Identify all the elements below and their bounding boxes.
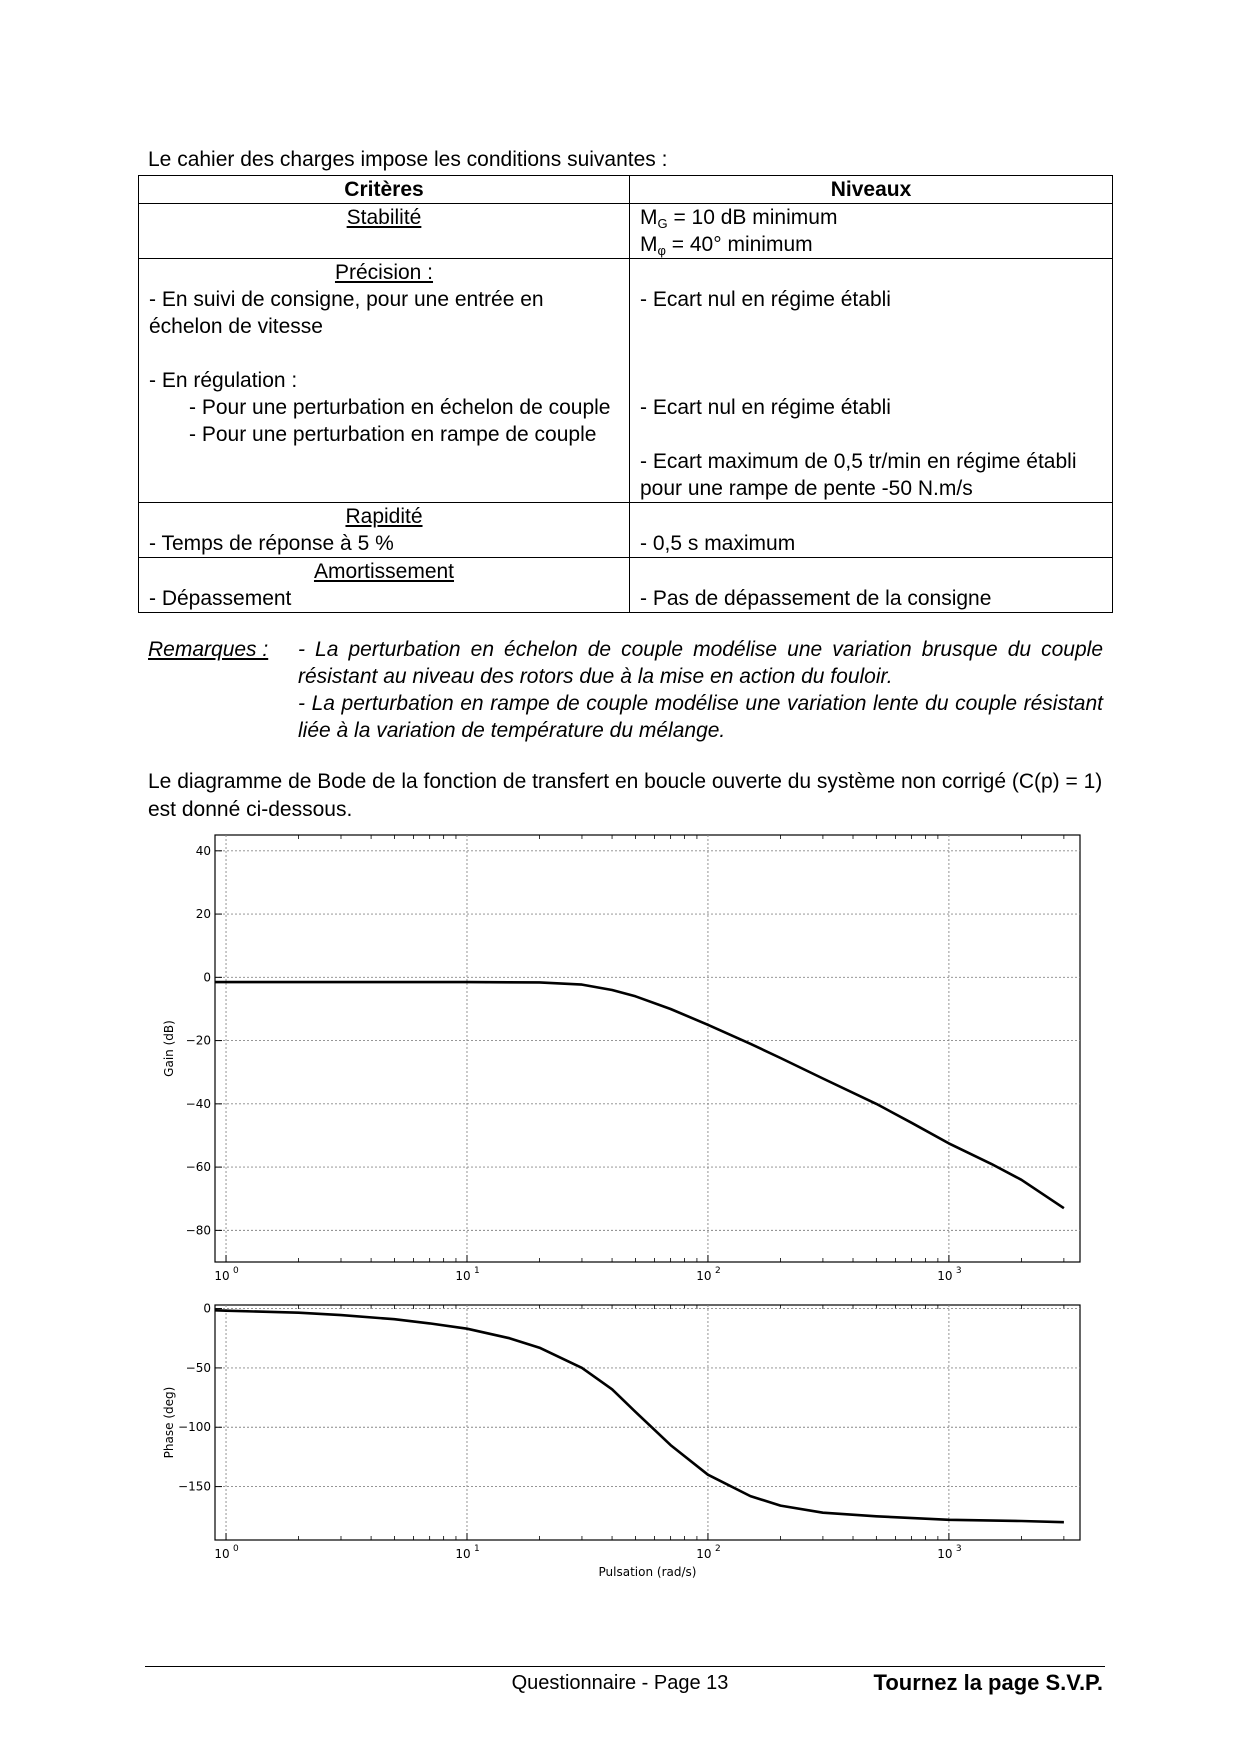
x-tick-exponent: 1 — [473, 1544, 480, 1554]
precision-item-1: - En suivi de consigne, pour une entrée en échelon de vitesse — [149, 288, 544, 338]
footer-page-number: Questionnaire - Page 13 — [511, 1672, 729, 1694]
y-axis-label: Gain (dB) — [162, 1020, 176, 1077]
intro-text: Le cahier des charges impose les conditions suivantes : — [148, 148, 668, 171]
precision-level-1: - Ecart nul en régime établi — [640, 288, 891, 311]
x-tick-label: 10 — [455, 1547, 471, 1561]
x-tick-exponent: 2 — [714, 1266, 721, 1276]
x-tick-exponent: 3 — [955, 1266, 962, 1276]
y-tick-label: −60 — [185, 1160, 211, 1175]
y-tick-label: 0 — [203, 1301, 211, 1316]
y-tick-label: −40 — [185, 1096, 211, 1111]
x-tick-label: 10 — [937, 1547, 953, 1561]
mphi-level: $M_\varphi = 40^\circ$ minimum — [640, 233, 813, 258]
y-tick-label: −100 — [178, 1420, 211, 1435]
y-tick-label: 20 — [195, 907, 211, 922]
remark-2: - La perturbation en rampe de couple modélise une variation lente du couple résistant liée à la variation de température du mélange. — [298, 692, 1103, 742]
y-tick-label: −80 — [185, 1223, 211, 1238]
stabilite-title: Stabilité — [346, 206, 422, 229]
y-tick-label: 40 — [195, 843, 211, 858]
precision-item-2b: - Pour une perturbation en rampe de couple — [189, 423, 597, 446]
y-tick-label: −50 — [185, 1360, 211, 1375]
precision-item-2: - En régulation : — [149, 369, 298, 392]
x-axis-label: Pulsation (rad/s) — [598, 1565, 697, 1579]
mg-level: $M_G = 10$ dB minimum — [640, 206, 838, 231]
y-tick-label: 0 — [203, 970, 211, 985]
header-criteres: Critères — [139, 176, 630, 204]
remarks-label: Remarques : — [148, 638, 269, 661]
rapidite-level: - 0,5 s maximum — [640, 532, 796, 555]
x-tick-label: 10 — [696, 1269, 712, 1283]
x-tick-exponent: 1 — [473, 1266, 480, 1276]
x-tick-exponent: 0 — [233, 1544, 239, 1554]
bode-intro-text: Le diagramme de Bode de la fonction de transfert en boucle ouverte du système non corrigé (C(p) = 1) est donné ci-dessous. — [148, 770, 1103, 821]
y-axis-label: Phase (deg) — [162, 1386, 176, 1459]
precision-level-2b: - Ecart maximum de 0,5 tr/min en régime établi pour une rampe de pente -50 N.m/s — [640, 450, 1077, 500]
y-tick-label: −150 — [178, 1479, 211, 1494]
x-tick-label: 10 — [214, 1269, 230, 1283]
amortissement-title: Amortissement — [313, 560, 455, 583]
remark-1: - La perturbation en échelon de couple modélise une variation brusque du couple résistant au niveau des rotors due à la mise en action du fouloir. — [298, 638, 1103, 688]
header-niveaux: Niveaux — [630, 176, 1113, 204]
y-tick-label: −20 — [185, 1033, 211, 1048]
x-tick-exponent: 2 — [714, 1544, 721, 1554]
rapidite-title: Rapidité — [345, 505, 423, 528]
amortissement-level: - Pas de dépassement de la consigne — [640, 587, 992, 610]
x-tick-label: 10 — [696, 1547, 712, 1561]
footer-turn-page: Tournez la page S.V.P. — [873, 1670, 1103, 1695]
x-tick-exponent: 0 — [233, 1266, 239, 1276]
precision-item-2a: - Pour une perturbation en échelon de couple — [189, 396, 611, 419]
x-tick-label: 10 — [455, 1269, 471, 1283]
precision-level-2a: - Ecart nul en régime établi — [640, 396, 891, 419]
x-tick-label: 10 — [214, 1547, 230, 1561]
rapidite-item: - Temps de réponse à 5 % — [149, 532, 394, 555]
x-tick-label: 10 — [937, 1269, 953, 1283]
x-tick-exponent: 3 — [955, 1544, 962, 1554]
footer-rule — [145, 1666, 1105, 1667]
precision-title: Précision : — [334, 261, 434, 284]
amortissement-item: - Dépassement — [149, 587, 292, 610]
plot-frame-0 — [215, 835, 1080, 1262]
